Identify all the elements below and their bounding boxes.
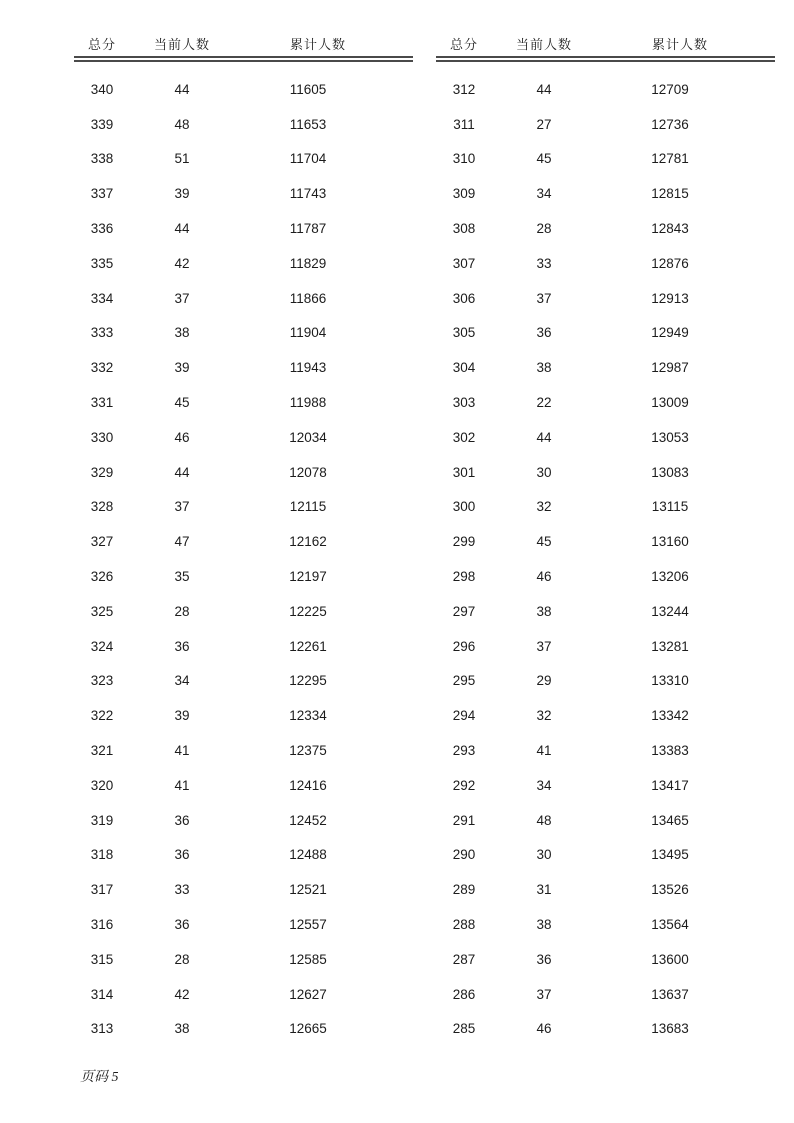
current-count-cell: 44 (174, 81, 190, 97)
cumulative-count-cell: 11704 (289, 151, 327, 167)
current-count-cell: 51 (174, 151, 190, 167)
cumulative-count-cell: 11829 (289, 255, 327, 271)
table-row (436, 350, 775, 385)
cumulative-count-cell: 12261 (289, 638, 327, 654)
table-row (436, 733, 775, 768)
score-cell: 287 (452, 951, 476, 967)
cumulative-count-cell: 11605 (289, 81, 327, 97)
table-row (436, 176, 775, 211)
cumulative-count-cell: 13009 (651, 395, 689, 411)
current-count-cell: 36 (174, 847, 190, 863)
cumulative-count-cell: 13160 (651, 534, 689, 550)
current-count-cell: 36 (174, 638, 190, 654)
current-count-cell: 38 (174, 325, 190, 341)
score-cell: 293 (452, 743, 476, 759)
score-cell: 298 (452, 569, 476, 585)
score-cell: 309 (452, 186, 476, 202)
current-count-cell: 37 (536, 986, 552, 1002)
cumulative-count-cell: 12949 (651, 325, 689, 341)
current-count-cell: 37 (174, 499, 190, 515)
score-cell: 299 (452, 534, 476, 550)
table-row (436, 629, 775, 664)
table-row (436, 1012, 775, 1047)
current-count-cell: 31 (536, 882, 552, 898)
score-cell: 320 (90, 777, 114, 793)
current-count-cell: 36 (174, 812, 190, 828)
table-row (74, 559, 413, 594)
score-cell: 340 (90, 81, 114, 97)
table-row (436, 559, 775, 594)
table-body (74, 72, 413, 1046)
score-cell: 322 (90, 708, 114, 724)
cumulative-count-cell: 13465 (651, 812, 689, 828)
cumulative-count-cell: 12585 (289, 951, 327, 967)
current-count-cell: 46 (174, 429, 190, 445)
table-row (436, 107, 775, 142)
current-count-cell: 37 (536, 638, 552, 654)
current-count-cell: 36 (536, 951, 552, 967)
cumulative-count-cell: 13115 (651, 499, 689, 515)
score-cell: 296 (452, 638, 476, 654)
current-count-cell: 37 (174, 290, 190, 306)
score-cell: 313 (90, 1021, 114, 1037)
current-count-cell: 34 (536, 777, 552, 793)
current-count-cell: 38 (536, 360, 552, 376)
cumulative-count-cell: 12876 (651, 255, 689, 271)
header-rule (436, 56, 775, 62)
score-cell: 286 (452, 986, 476, 1002)
cumulative-count-cell: 12197 (289, 569, 327, 585)
score-cell: 304 (452, 360, 476, 376)
table-row (436, 907, 775, 942)
score-cell: 307 (452, 255, 476, 271)
cumulative-count-cell: 13206 (651, 569, 689, 585)
table-row (436, 246, 775, 281)
score-distribution-tables (74, 30, 775, 1046)
score-cell: 289 (452, 882, 476, 898)
score-cell: 302 (452, 429, 476, 445)
cumulative-count-cell: 12736 (651, 116, 689, 132)
current-count-cell: 35 (174, 569, 190, 585)
table-row (74, 142, 413, 177)
score-cell: 290 (452, 847, 476, 863)
score-table-left (74, 30, 413, 1046)
score-table-right (436, 30, 775, 1046)
table-row (436, 803, 775, 838)
table-row (74, 803, 413, 838)
current-count-cell: 46 (536, 1021, 552, 1037)
table-row (74, 664, 413, 699)
current-count-cell: 41 (536, 743, 552, 759)
current-count-cell: 41 (174, 777, 190, 793)
table-body (436, 72, 775, 1046)
score-cell: 295 (452, 673, 476, 689)
cumulative-count-cell: 13417 (651, 777, 689, 793)
table-row (74, 211, 413, 246)
table-row (436, 490, 775, 525)
current-count-cell: 30 (536, 464, 552, 480)
table-row (74, 385, 413, 420)
current-count-cell: 28 (174, 603, 190, 619)
table-row (436, 977, 775, 1012)
cumulative-count-cell: 11988 (289, 395, 327, 411)
table-row (436, 872, 775, 907)
cumulative-count-cell: 11743 (289, 186, 327, 202)
cumulative-count-cell: 13310 (651, 673, 689, 689)
cumulative-count-cell: 12709 (651, 81, 689, 97)
cumulative-count-cell: 13342 (651, 708, 689, 724)
table-row (74, 455, 413, 490)
current-count-cell: 38 (536, 603, 552, 619)
current-count-cell: 33 (536, 255, 552, 271)
score-cell: 300 (452, 499, 476, 515)
score-cell: 303 (452, 395, 476, 411)
cumulative-count-cell: 13526 (651, 882, 689, 898)
cumulative-count-cell: 12843 (651, 221, 689, 237)
table-row (436, 768, 775, 803)
page-number: 页码 5 (80, 1070, 119, 1085)
cumulative-count-cell: 13683 (651, 1021, 689, 1037)
score-cell: 336 (90, 221, 114, 237)
score-cell: 318 (90, 847, 114, 863)
col-header-score: 总分 (449, 36, 478, 52)
score-cell: 334 (90, 290, 114, 306)
current-count-cell: 48 (536, 812, 552, 828)
score-cell: 294 (452, 708, 476, 724)
col-header-cumulative-count: 累计人数 (651, 36, 708, 52)
score-cell: 316 (90, 917, 114, 933)
current-count-cell: 33 (174, 882, 190, 898)
table-row (74, 594, 413, 629)
current-count-cell: 37 (536, 290, 552, 306)
current-count-cell: 42 (174, 255, 190, 271)
cumulative-count-cell: 12557 (289, 917, 327, 933)
table-row (436, 385, 775, 420)
table-row (436, 455, 775, 490)
cumulative-count-cell: 13083 (651, 464, 689, 480)
cumulative-count-cell: 12627 (289, 986, 327, 1002)
score-cell: 311 (453, 116, 475, 132)
score-cell: 337 (90, 186, 114, 202)
score-cell: 288 (452, 917, 476, 933)
current-count-cell: 47 (174, 534, 190, 550)
current-count-cell: 27 (536, 116, 552, 132)
cumulative-count-cell: 12375 (289, 743, 327, 759)
table-row (436, 942, 775, 977)
cumulative-count-cell: 12416 (289, 777, 327, 793)
score-cell: 317 (90, 882, 114, 898)
current-count-cell: 48 (174, 116, 190, 132)
cumulative-count-cell: 12781 (651, 151, 689, 167)
score-cell: 291 (452, 812, 476, 828)
cumulative-count-cell: 13053 (651, 429, 689, 445)
table-row (74, 420, 413, 455)
cumulative-count-cell: 11904 (289, 325, 327, 341)
current-count-cell: 32 (536, 708, 552, 724)
table-row (74, 942, 413, 977)
score-cell: 327 (90, 534, 114, 550)
table-row (74, 524, 413, 559)
current-count-cell: 46 (536, 569, 552, 585)
cumulative-count-cell: 13600 (651, 951, 689, 967)
table-header-row (74, 30, 413, 56)
cumulative-count-cell: 12334 (289, 708, 327, 724)
cumulative-count-cell: 13637 (651, 986, 689, 1002)
table-row (436, 838, 775, 873)
cumulative-count-cell: 11866 (289, 290, 327, 306)
current-count-cell: 22 (536, 395, 552, 411)
cumulative-count-cell: 12115 (289, 499, 327, 515)
table-row (74, 768, 413, 803)
cumulative-count-cell: 12521 (289, 882, 327, 898)
score-cell: 306 (452, 290, 476, 306)
table-row (74, 350, 413, 385)
cumulative-count-cell: 13244 (651, 603, 689, 619)
current-count-cell: 39 (174, 360, 190, 376)
current-count-cell: 32 (536, 499, 552, 515)
table-row (436, 142, 775, 177)
current-count-cell: 38 (536, 917, 552, 933)
score-cell: 335 (90, 255, 114, 271)
cumulative-count-cell: 12295 (289, 673, 327, 689)
current-count-cell: 36 (174, 917, 190, 933)
score-cell: 338 (90, 151, 114, 167)
score-cell: 339 (90, 116, 114, 132)
current-count-cell: 44 (536, 429, 552, 445)
score-cell: 329 (90, 464, 114, 480)
current-count-cell: 36 (536, 325, 552, 341)
cumulative-count-cell: 12488 (289, 847, 327, 863)
table-row (74, 490, 413, 525)
score-cell: 314 (90, 986, 114, 1002)
current-count-cell: 39 (174, 186, 190, 202)
table-row (74, 107, 413, 142)
header-rule (74, 56, 413, 62)
table-row (74, 176, 413, 211)
current-count-cell: 42 (174, 986, 190, 1002)
cumulative-count-cell: 12815 (651, 186, 689, 202)
current-count-cell: 29 (536, 673, 552, 689)
table-row (74, 316, 413, 351)
table-row (436, 211, 775, 246)
current-count-cell: 38 (174, 1021, 190, 1037)
score-cell: 321 (90, 743, 114, 759)
score-cell: 324 (90, 638, 114, 654)
cumulative-count-cell: 12665 (289, 1021, 327, 1037)
score-cell: 285 (452, 1021, 476, 1037)
cumulative-count-cell: 12987 (651, 360, 689, 376)
current-count-cell: 44 (536, 81, 552, 97)
score-cell: 312 (452, 81, 476, 97)
score-cell: 308 (452, 221, 476, 237)
cumulative-count-cell: 13383 (651, 743, 689, 759)
current-count-cell: 28 (536, 221, 552, 237)
score-cell: 301 (452, 464, 476, 480)
cumulative-count-cell: 12452 (289, 812, 327, 828)
table-header-row (436, 30, 775, 56)
cumulative-count-cell: 11943 (289, 360, 327, 376)
table-row (74, 281, 413, 316)
score-cell: 330 (90, 429, 114, 445)
table-row (436, 524, 775, 559)
current-count-cell: 45 (174, 395, 190, 411)
current-count-cell: 45 (536, 151, 552, 167)
table-row (74, 1012, 413, 1047)
cumulative-count-cell: 11787 (289, 221, 327, 237)
cumulative-count-cell: 13495 (651, 847, 689, 863)
score-cell: 305 (452, 325, 476, 341)
current-count-cell: 39 (174, 708, 190, 724)
score-cell: 328 (90, 499, 114, 515)
current-count-cell: 28 (174, 951, 190, 967)
table-row (74, 629, 413, 664)
table-row (436, 420, 775, 455)
current-count-cell: 30 (536, 847, 552, 863)
score-cell: 326 (90, 569, 114, 585)
table-row (74, 733, 413, 768)
table-row (74, 246, 413, 281)
table-row (74, 698, 413, 733)
score-cell: 323 (90, 673, 114, 689)
cumulative-count-cell: 12913 (651, 290, 689, 306)
current-count-cell: 44 (174, 221, 190, 237)
cumulative-count-cell: 12034 (289, 429, 327, 445)
score-cell: 333 (90, 325, 114, 341)
table-row (436, 316, 775, 351)
cumulative-count-cell: 13281 (651, 638, 689, 654)
score-cell: 319 (90, 812, 114, 828)
table-row (74, 907, 413, 942)
score-cell: 325 (90, 603, 114, 619)
current-count-cell: 44 (174, 464, 190, 480)
current-count-cell: 34 (536, 186, 552, 202)
col-header-cumulative-count: 累计人数 (289, 36, 346, 52)
table-row (436, 664, 775, 699)
cumulative-count-cell: 12078 (289, 464, 327, 480)
table-row (436, 72, 775, 107)
table-row (436, 698, 775, 733)
score-cell: 297 (452, 603, 476, 619)
table-row (436, 281, 775, 316)
table-row (74, 977, 413, 1012)
cumulative-count-cell: 13564 (651, 917, 689, 933)
current-count-cell: 45 (536, 534, 552, 550)
cumulative-count-cell: 11653 (289, 116, 327, 132)
score-cell: 310 (452, 151, 476, 167)
score-cell: 292 (452, 777, 476, 793)
score-cell: 315 (90, 951, 114, 967)
col-header-score: 总分 (87, 36, 116, 52)
col-header-current-count: 当前人数 (515, 36, 572, 52)
table-row (74, 72, 413, 107)
table-row (436, 594, 775, 629)
col-header-current-count: 当前人数 (153, 36, 210, 52)
current-count-cell: 41 (174, 743, 190, 759)
table-row (74, 838, 413, 873)
table-row (74, 872, 413, 907)
score-cell: 331 (90, 395, 114, 411)
cumulative-count-cell: 12162 (289, 534, 327, 550)
score-cell: 332 (90, 360, 114, 376)
current-count-cell: 34 (174, 673, 190, 689)
cumulative-count-cell: 12225 (289, 603, 327, 619)
